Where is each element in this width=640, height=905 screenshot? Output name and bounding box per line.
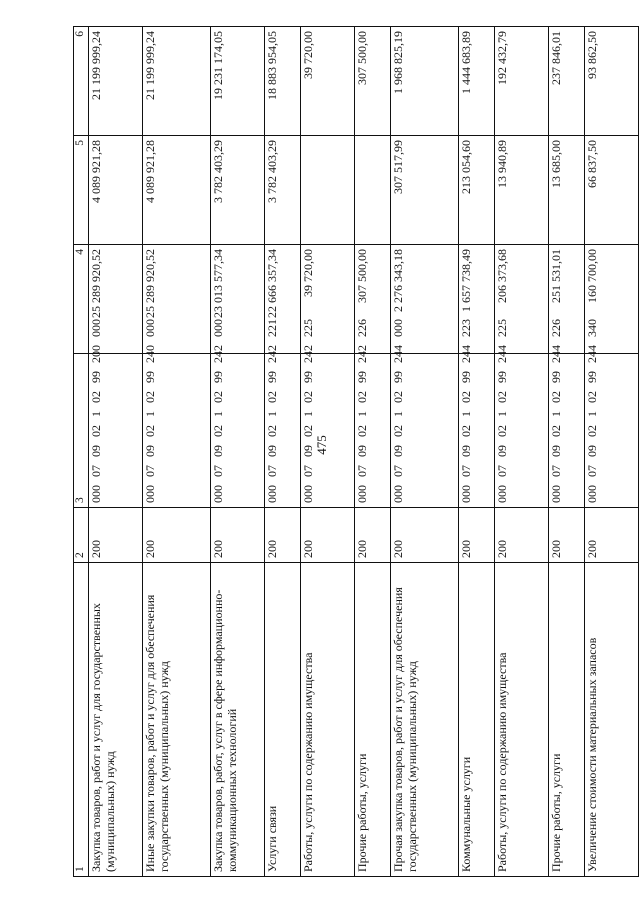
row-col4-cell: 23 013 577,34: [211, 245, 265, 354]
kbk-part: 09: [89, 445, 103, 457]
kbk-part: 000: [211, 319, 225, 337]
kbk-part: 1: [391, 411, 405, 417]
kbk-part: 221: [265, 319, 279, 337]
kbk-part: 226: [549, 319, 563, 337]
kbk-part: 000: [89, 319, 103, 337]
kbk-part: 000: [211, 485, 225, 503]
kbk-part: 000: [459, 485, 473, 503]
row-col6-cell: 307 500,00: [355, 27, 391, 136]
kbk-part: 02: [143, 391, 157, 403]
row-col6-cell: 237 846,01: [549, 27, 585, 136]
row-col5-cell: [301, 136, 355, 245]
row-code-cell: 200: [391, 508, 459, 563]
kbk-part: 242: [301, 345, 315, 363]
column-header-5: 5: [74, 136, 89, 245]
row-col4-cell: 307 500,00: [355, 245, 391, 354]
kbk-part: 226: [355, 319, 369, 337]
row-code-cell: 200: [143, 508, 211, 563]
kbk-part: 000: [585, 485, 599, 503]
row-code-cell: 200: [549, 508, 585, 563]
kbk-part: 09: [265, 445, 279, 457]
kbk-part: 02: [585, 391, 599, 403]
row-col5-cell: 3 782 403,29: [211, 136, 265, 245]
kbk-part: 02: [549, 391, 563, 403]
table-row: [265, 27, 301, 877]
kbk-part: 02: [495, 391, 509, 403]
row-col4-cell: 22 666 357,34: [265, 245, 301, 354]
kbk-part: 09: [301, 445, 315, 457]
row-kbk-cell: [89, 319, 143, 508]
row-kbk-cell: [143, 319, 211, 508]
kbk-part: 1: [549, 411, 563, 417]
row-kbk-cell: [391, 319, 459, 508]
kbk-part: 02: [355, 425, 369, 437]
kbk-part: 1: [143, 411, 157, 417]
row-code-cell: 200: [459, 508, 495, 563]
table-row: [89, 27, 143, 877]
column-header-2: 2: [74, 508, 89, 563]
row-col4-cell: 206 373,68: [495, 245, 549, 354]
column-header-1: 1: [74, 563, 89, 877]
row-col6-cell: 21 199 999,24: [143, 27, 211, 136]
kbk-part: 99: [391, 371, 405, 383]
kbk-part: 02: [211, 391, 225, 403]
kbk-part: 02: [265, 425, 279, 437]
kbk-part: 02: [211, 425, 225, 437]
kbk-part: 000: [265, 485, 279, 503]
kbk-part: 240: [143, 345, 157, 363]
kbk-part: 07: [211, 465, 225, 477]
kbk-part: 244: [459, 345, 473, 363]
row-col6-cell: 1 444 683,89: [459, 27, 495, 136]
kbk-part: 000: [495, 485, 509, 503]
kbk-part: 07: [355, 465, 369, 477]
kbk-part: 02: [301, 425, 315, 437]
column-header-4: 4: [74, 245, 89, 354]
table-row: [211, 27, 265, 877]
kbk-part: 07: [143, 465, 157, 477]
kbk-part: 02: [391, 425, 405, 437]
row-col5-cell: 213 054,60: [459, 136, 495, 245]
row-col5-cell: 4 089 921,28: [143, 136, 211, 245]
kbk-part: 225: [495, 319, 509, 337]
row-kbk-cell: [459, 319, 495, 508]
table-row: [355, 27, 391, 877]
kbk-part: 242: [265, 345, 279, 363]
rotated-page: [73, 31, 633, 877]
kbk-part: 000: [143, 319, 157, 337]
kbk-part: 09: [391, 445, 405, 457]
row-col6-cell: 18 883 954,05: [265, 27, 301, 136]
row-col5-cell: [355, 136, 391, 245]
kbk-part: 09: [143, 445, 157, 457]
kbk-part: 02: [549, 425, 563, 437]
column-header-6: 6: [74, 27, 89, 136]
kbk-part: 02: [89, 425, 103, 437]
row-name-cell: Увеличение стоимости материальных запасов: [585, 563, 639, 877]
table-row: [549, 27, 585, 877]
row-col6-cell: 19 231 174,05: [211, 27, 265, 136]
table-row: [495, 27, 549, 877]
kbk-part: 99: [495, 371, 509, 383]
row-col6-cell: 1 968 825,19: [391, 27, 459, 136]
row-col5-cell: 3 782 403,29: [265, 136, 301, 245]
row-code-cell: 200: [301, 508, 355, 563]
row-col5-cell: 13 685,00: [549, 136, 585, 245]
budget-table: [73, 26, 639, 877]
kbk-part: 99: [143, 371, 157, 383]
kbk-part: 244: [549, 345, 563, 363]
kbk-part: 000: [301, 485, 315, 503]
row-name-cell: Иные закупки товаров, работ и услуг для обеспечения государственных (муниципальных) нужд: [143, 563, 211, 877]
kbk-part: 000: [391, 485, 405, 503]
row-col4-cell: 39 720,00: [301, 245, 355, 354]
kbk-part: 1: [355, 411, 369, 417]
row-kbk-cell: [549, 319, 585, 508]
row-name-cell: Коммунальные услуги: [459, 563, 495, 877]
row-col6-cell: 192 432,79: [495, 27, 549, 136]
row-col5-cell: 307 517,99: [391, 136, 459, 245]
kbk-part: 000: [549, 485, 563, 503]
row-kbk-cell: [355, 319, 391, 508]
kbk-part: 99: [89, 371, 103, 383]
kbk-part: 1: [585, 411, 599, 417]
row-col6-cell: 93 862,50: [585, 27, 639, 136]
row-code-cell: 200: [355, 508, 391, 563]
kbk-part: 02: [265, 391, 279, 403]
row-kbk-cell: [301, 319, 355, 508]
kbk-part: 07: [585, 465, 599, 477]
row-kbk-cell: [265, 319, 301, 508]
kbk-part: 09: [549, 445, 563, 457]
row-name-cell: Закупка товаров, работ, услуг в сфере информационно-коммуникационных технологий: [211, 563, 265, 877]
table-row: [585, 27, 639, 877]
table-body: [89, 27, 639, 877]
kbk-part: 02: [495, 425, 509, 437]
kbk-part: 07: [89, 465, 103, 477]
kbk-part: 000: [391, 319, 405, 337]
kbk-part: 07: [549, 465, 563, 477]
row-name-cell: Прочие работы, услуги: [549, 563, 585, 877]
row-name-cell: Прочие работы, услуги: [355, 563, 391, 877]
kbk-part: 225: [301, 319, 315, 337]
row-code-cell: 200: [495, 508, 549, 563]
row-name-cell: Работы, услуги по содержанию имущества: [301, 563, 355, 877]
kbk-part: 1: [459, 411, 473, 417]
kbk-part: 1: [265, 411, 279, 417]
kbk-part: 07: [459, 465, 473, 477]
kbk-part: 02: [143, 425, 157, 437]
kbk-part: 99: [585, 371, 599, 383]
kbk-part: 99: [265, 371, 279, 383]
row-kbk-cell: [585, 319, 639, 508]
kbk-part: 02: [355, 391, 369, 403]
kbk-part: 02: [459, 391, 473, 403]
row-col6-cell: 39 720,00: [301, 27, 355, 136]
kbk-part: 244: [391, 345, 405, 363]
column-header-3: 3: [74, 354, 89, 508]
kbk-part: 07: [301, 465, 315, 477]
row-kbk-cell: [211, 319, 265, 508]
kbk-part: 242: [211, 345, 225, 363]
table-row: [391, 27, 459, 877]
row-col6-cell: 21 199 999,24: [89, 27, 143, 136]
row-col4-cell: 2 276 343,18: [391, 245, 459, 354]
row-kbk-cell: [495, 319, 549, 508]
row-col4-cell: 25 289 920,52: [143, 245, 211, 354]
kbk-part: 223: [459, 319, 473, 337]
row-name-cell: Прочая закупка товаров, работ и услуг для обеспечения государственных (муниципальных) нужд: [391, 563, 459, 877]
kbk-part: 000: [143, 485, 157, 503]
table-row: [459, 27, 495, 877]
kbk-part: 02: [301, 391, 315, 403]
kbk-part: 07: [495, 465, 509, 477]
kbk-part: 99: [211, 371, 225, 383]
row-name-cell: Работы, услуги по содержанию имущества: [495, 563, 549, 877]
kbk-part: 99: [301, 371, 315, 383]
row-col4-cell: 1 657 738,49: [459, 245, 495, 354]
row-code-cell: 200: [265, 508, 301, 563]
kbk-part: 09: [585, 445, 599, 457]
kbk-part: 99: [459, 371, 473, 383]
kbk-part: 02: [391, 391, 405, 403]
row-code-cell: 200: [89, 508, 143, 563]
kbk-part: 99: [355, 371, 369, 383]
row-col4-cell: 160 700,00: [585, 245, 639, 354]
row-col5-cell: 4 089 921,28: [89, 136, 143, 245]
row-name-cell: Услуги связи: [265, 563, 301, 877]
row-col5-cell: 13 940,89: [495, 136, 549, 245]
row-col4-cell: 251 531,01: [549, 245, 585, 354]
row-col5-cell: 66 837,50: [585, 136, 639, 245]
kbk-part: 1: [211, 411, 225, 417]
kbk-part: 02: [459, 425, 473, 437]
kbk-part: 09: [211, 445, 225, 457]
page-number: 475: [314, 435, 329, 455]
kbk-part: 244: [585, 345, 599, 363]
kbk-part: 07: [391, 465, 405, 477]
kbk-part: 200: [89, 345, 103, 363]
kbk-part: 340: [585, 319, 599, 337]
kbk-part: 244: [495, 345, 509, 363]
table-row: [301, 27, 355, 877]
kbk-part: 1: [89, 411, 103, 417]
kbk-part: 1: [301, 411, 315, 417]
kbk-part: 07: [265, 465, 279, 477]
kbk-part: 02: [585, 425, 599, 437]
kbk-part: 1: [495, 411, 509, 417]
kbk-part: 242: [355, 345, 369, 363]
row-code-cell: 200: [585, 508, 639, 563]
kbk-part: 09: [355, 445, 369, 457]
column-number-row: [74, 27, 89, 877]
kbk-part: 02: [89, 391, 103, 403]
kbk-part: 000: [355, 485, 369, 503]
table-row: [143, 27, 211, 877]
row-code-cell: 200: [211, 508, 265, 563]
kbk-part: 99: [549, 371, 563, 383]
row-name-cell: Закупка товаров, работ и услуг для государственных (муниципальных) нужд: [89, 563, 143, 877]
row-col4-cell: 25 289 920,52: [89, 245, 143, 354]
kbk-part: 000: [89, 485, 103, 503]
kbk-part: 09: [495, 445, 509, 457]
kbk-part: 09: [459, 445, 473, 457]
